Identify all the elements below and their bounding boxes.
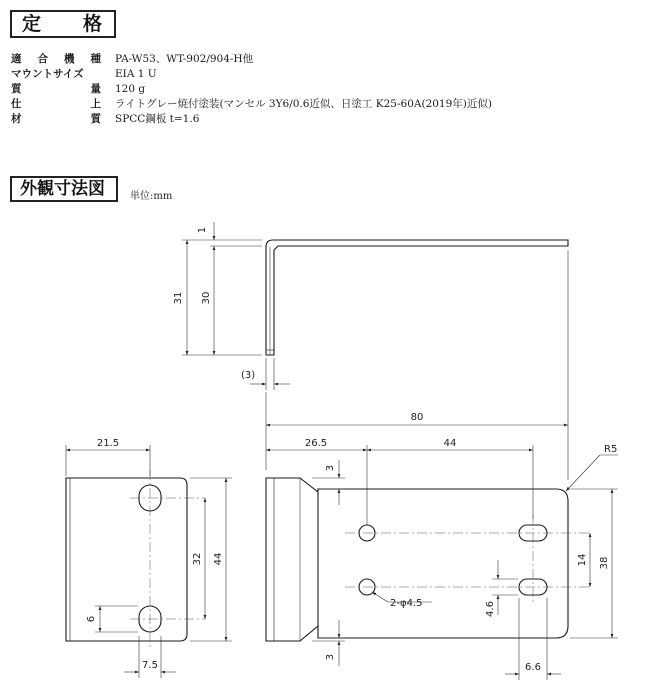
front-view-right — [266, 478, 568, 641]
label-char: マウントサイズ — [11, 68, 84, 80]
dim-front-3-top: 3 — [325, 464, 336, 472]
label-char: 適 — [11, 53, 22, 65]
label-char: 仕 — [11, 98, 22, 110]
spec-heading-char-2: 格 — [83, 12, 103, 35]
label-char: 機 — [64, 53, 75, 65]
front-view-left — [66, 478, 187, 641]
label-char: 材 — [11, 113, 22, 125]
dim-side-31: 31 — [173, 291, 184, 305]
dim-slot-6-6: 6.6 — [525, 662, 541, 673]
dim-left-44: 44 — [213, 552, 224, 566]
spec-value-mount: EIA 1 U — [115, 67, 157, 80]
dim-front-3-bottom: 3 — [325, 653, 336, 661]
dim-left-21-5: 21.5 — [96, 438, 120, 449]
spec-value-mass: 120 g — [115, 82, 146, 95]
outline-heading: 外観寸法図 — [10, 176, 118, 202]
dim-top-44: 44 — [443, 438, 457, 449]
label-char: 種 — [90, 53, 101, 65]
dim-radius: R5 — [604, 444, 618, 455]
spec-heading-char-1: 定 — [22, 12, 42, 35]
front-right-centerlines — [345, 515, 590, 605]
label-char: 量 — [90, 83, 101, 95]
dim-left-6: 6 — [86, 615, 97, 623]
dim-top-26-5: 26.5 — [304, 438, 328, 449]
spec-value-finish: ライトグレー焼付塗装(マンセル 3Y6/0.6近似、日塗工 K25-60A(2019年)近似) — [115, 98, 492, 110]
dim-left-32: 32 — [192, 552, 203, 566]
label-char: 質 — [90, 113, 101, 125]
front-left-dimensions — [66, 445, 232, 678]
dim-right-38: 38 — [599, 556, 610, 570]
side-view — [266, 240, 568, 355]
spec-value-material: SPCC鋼板 t=1.6 — [115, 113, 200, 125]
dim-side-30: 30 — [201, 291, 212, 305]
label-char: 質 — [11, 83, 22, 95]
dim-side-1: 1 — [197, 226, 208, 234]
unit-label: 単位:mm — [130, 191, 173, 202]
label-char: 合 — [37, 53, 48, 65]
dim-side-3: (3) — [241, 370, 256, 381]
dim-slot-4-6: 4.6 — [485, 601, 496, 617]
label-char: 上 — [90, 98, 101, 110]
front-right-dimensions — [266, 445, 618, 680]
dim-top-80: 80 — [410, 412, 424, 423]
spec-value-model: PA-W53、WT-902/904-H他 — [115, 53, 254, 65]
dim-right-14: 14 — [577, 553, 588, 567]
dim-holes: 2-φ4.5 — [390, 598, 423, 609]
dim-left-7-5: 7.5 — [142, 660, 158, 671]
